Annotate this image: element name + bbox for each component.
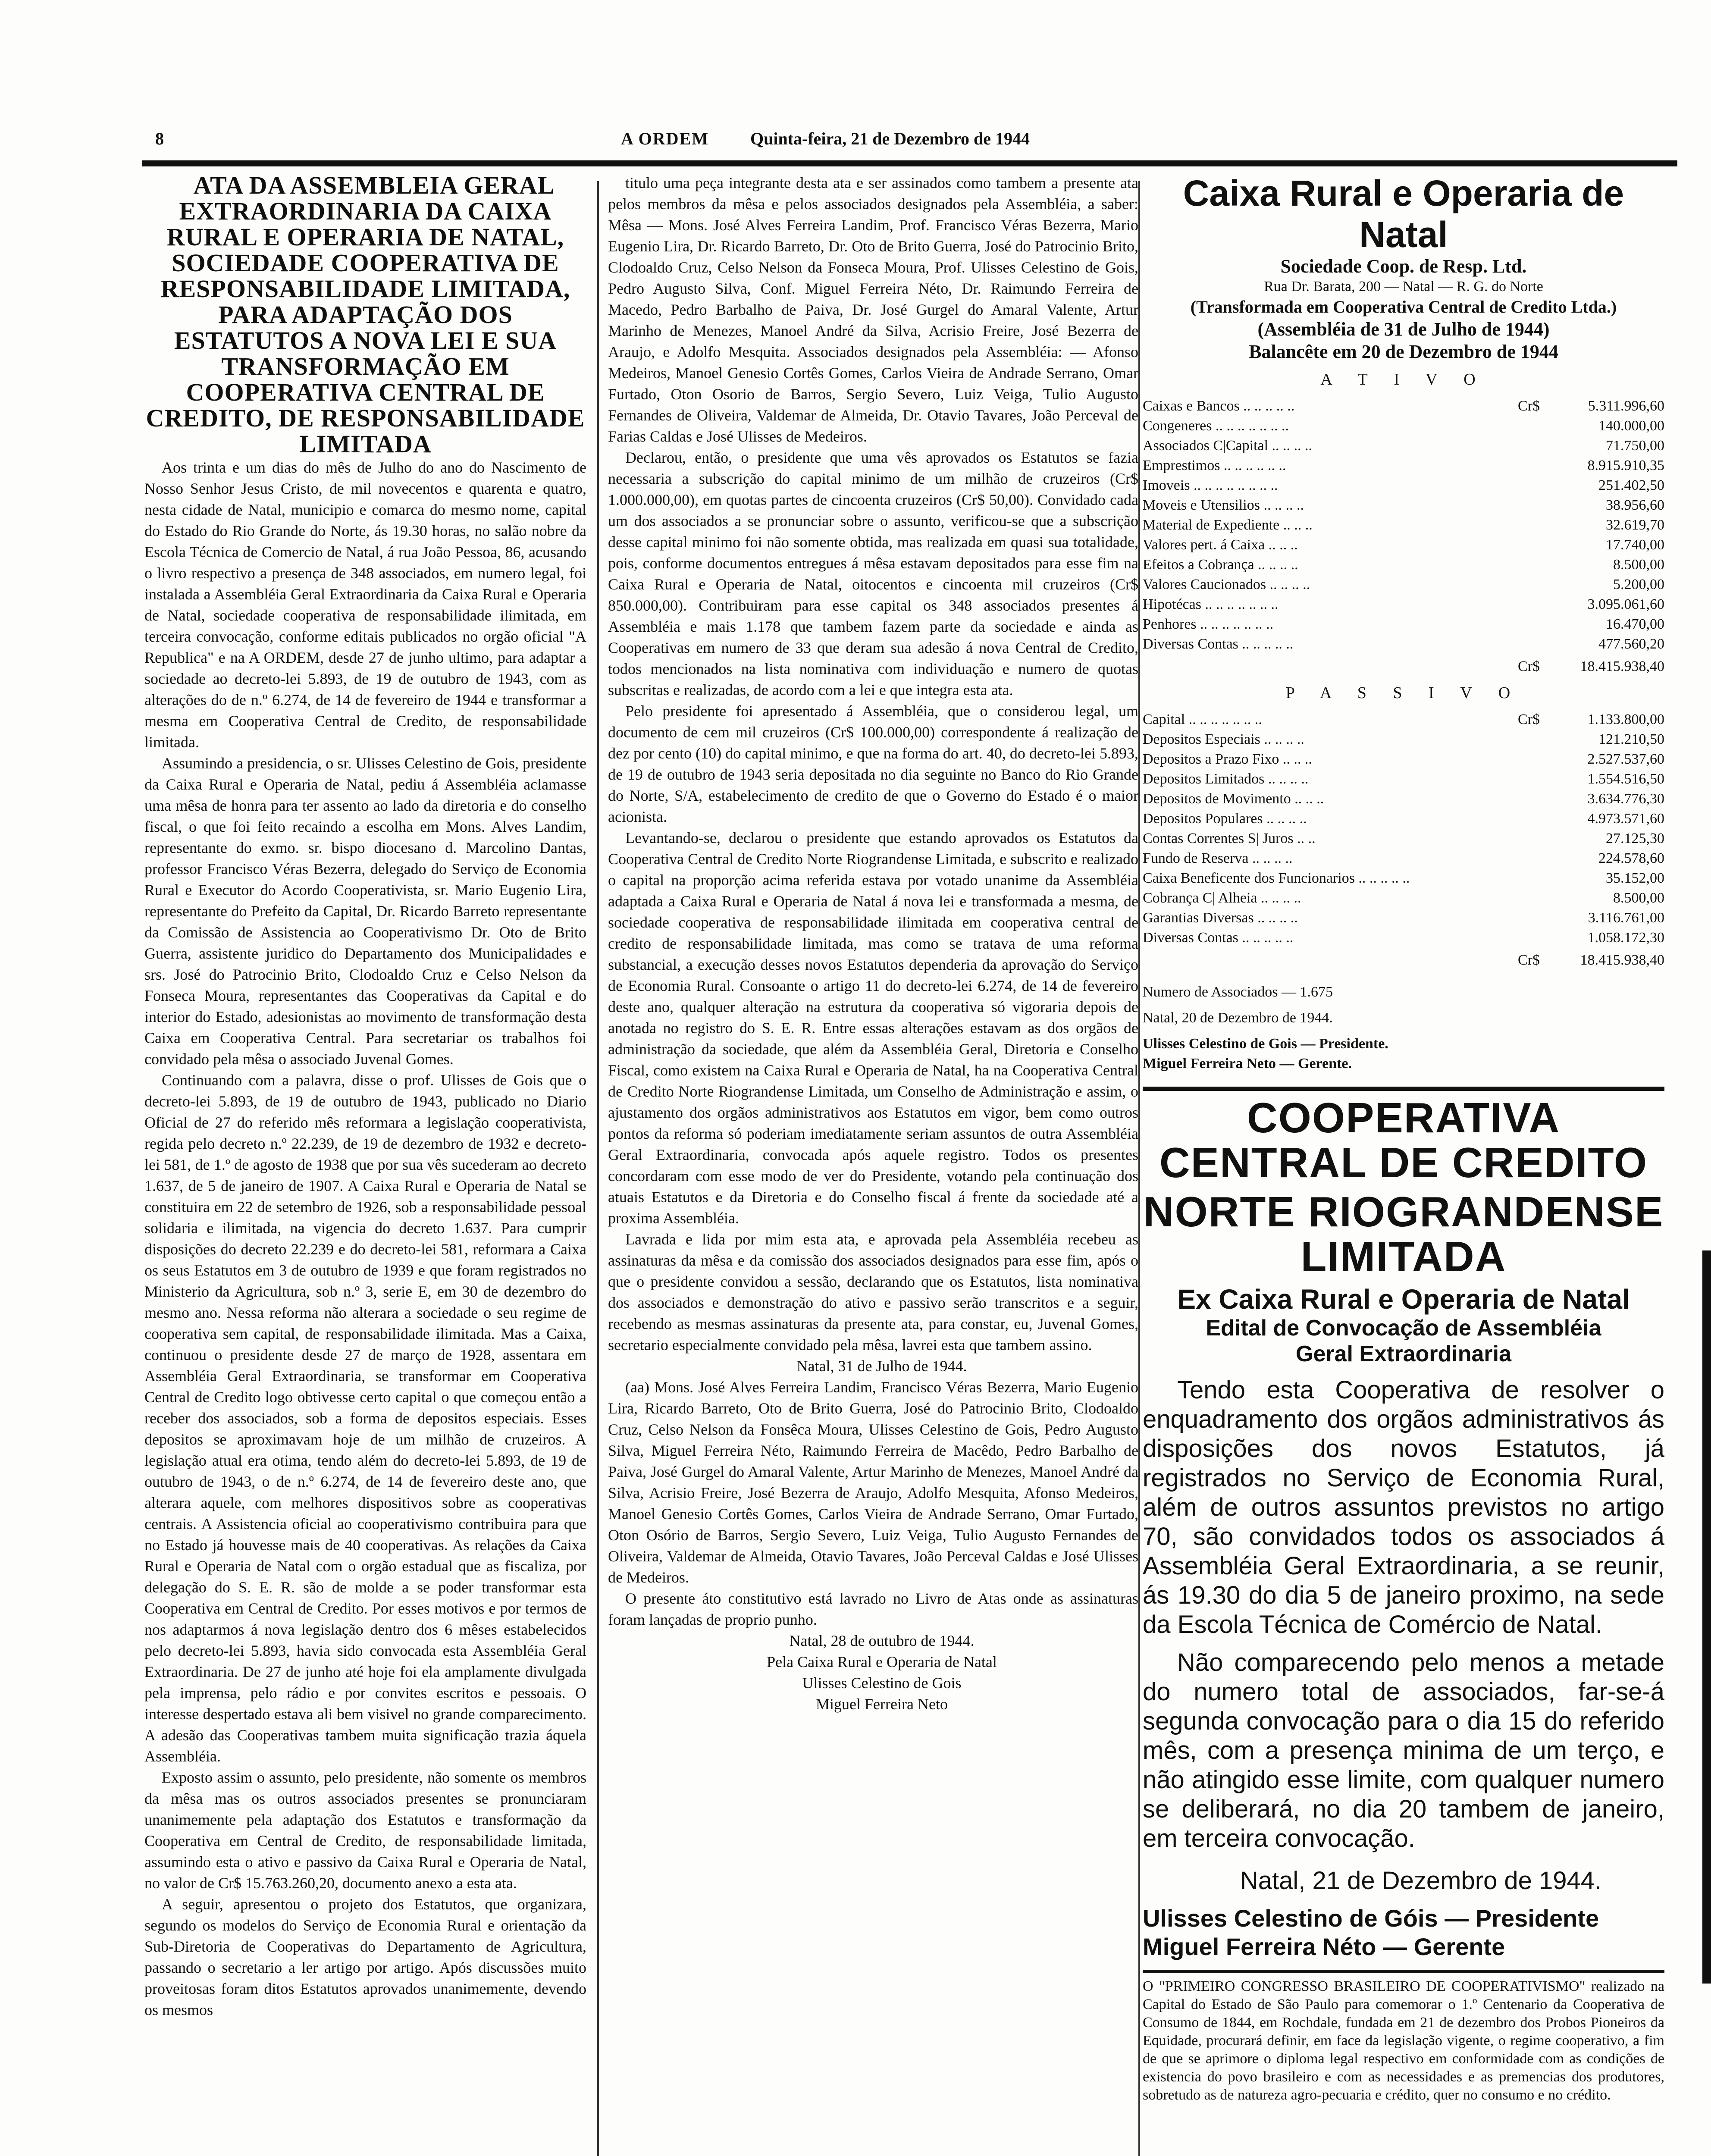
ativo-label: Efeitos a Cobrança .. .. .. .. (1143, 557, 1298, 573)
passivo-label: Depositos Limitados .. .. .. .. (1143, 771, 1309, 787)
congress-notice: O "PRIMEIRO CONGRESSO BRASILEIRO DE COOPERATIVISMO" realizado na Capital do Estado de São Paulo para comemorar o 1.º Centenario da Cooperativa de Consumo de 1844, em Rochdale, fundada em 21 de dezembro dos Probos Pioneiros da Equidade, procurará definir, em face da legislação vigente, o regime cooperativo, a fim de que se aprimore o diploma legal respectivo em conformidade com as condições de existencia do povo brasileiro e com as necessidades e as premencias dos produtores, sobretudo as de natureza agro-pecuaria e crédito, quer no consumo e no crédito. (1143, 1970, 1664, 2104)
passivo-currency (1518, 908, 1557, 928)
balance-address: Rua Dr. Barata, 200 — Natal — R. G. do Norte (1264, 279, 1543, 295)
ativo-label: Emprestimos .. .. .. .. .. .. (1143, 458, 1286, 473)
header-rule (142, 160, 1677, 166)
ativo-label: Valores pert. á Caixa .. .. .. (1143, 537, 1298, 553)
passivo-label: Depositos de Movimento .. .. .. (1143, 791, 1324, 807)
ativo-currency (1518, 614, 1557, 634)
ativo-value: 16.470,00 (1606, 616, 1664, 632)
passivo-currency (1518, 868, 1557, 888)
passivo-value: 224.578,60 (1598, 850, 1664, 866)
ativo-currency (1518, 476, 1557, 495)
ativo-currency (1518, 595, 1557, 614)
passivo-value: 121.210,50 (1598, 731, 1664, 747)
column-divider (1138, 181, 1140, 2156)
column-balance-and-notice (1143, 172, 1664, 2156)
ata-paragraph: O presente áto constitutivo está lavrado no Livro de Atas onde as assinaturas foram lançadas de proprio punho. (608, 1590, 1138, 1628)
ata-paragraph: titulo uma peça integrante desta ata e ser assinados como tambem a presente ata pelos membros da mêsa e pelos associados designados pela Assembléia, a saber: Mêsa — Mons. José Alves Ferreira Landim, Prof. Francisco Véras Bezerra, Mario Eugenio Lira, Dr. Ricardo Barreto, Dr. Oto de Brito Guerra, José do Patrocinio Brito, Clodoaldo Cruz, Celso Nelson da Fonseca Moura, Prof. Ulisses Celestino de Gois, Pedro Augusto Silva, Conf. Miguel Ferreira Néto, Dr. Raimundo Ferreira de Macedo, Pedro Barbalho de Paiva, Dr. José Gurgel do Amaral Valente, Artur Marinho de Menezes, Manoel André da Silva, Acrisio Freire, José Bezerra de Araujo, e Adolfo Mesquita. Associados designados pela Assembléia: — Afonso Medeiros, Manoel Genesio Cortês Gomes, Carlos Vieira de Andrade Serrano, Omar Furtado, Oton Osorio de Barros, Sergio Severo, Luiz Veiga, Tulio Augusto Fernandes de Oliveira, Valdemar de Almeida, Dr. Otavio Tavares, João Perceval de Farias Caldas e José Ulisses de Medeiros. (608, 174, 1138, 445)
ata-paragraph: Pelo presidente foi apresentado á Assembléia, que o considerou legal, um documento de cem mil cruzeiros (Cr$ 100.000,00) correspondente á realização de dez por cento (10) do capital minimo, e que na forma do art. 40, do decreto-lei 5.893, de 19 de outubro de 1943 seria depositada no dia seguinte no Banco do Rio Grande do Norte, S/A, estabelecimento de credito de que o Governo do Estado é o maior acionista. (608, 702, 1138, 825)
passivo-value: 4.973.571,60 (1587, 811, 1664, 827)
ativo-currency (1518, 515, 1557, 535)
passivo-total-spacer (1143, 950, 1518, 970)
ativo-value: 32.619,70 (1606, 517, 1664, 533)
passivo-currency (1518, 928, 1557, 948)
ativo-value: 8.500,00 (1613, 557, 1664, 573)
passivo-heading: P A S S I V O (1285, 684, 1522, 702)
passivo-currency (1518, 749, 1557, 769)
ativo-value: 5.200,00 (1613, 577, 1664, 592)
ativo-row (1143, 515, 1664, 535)
column-ata-continued (608, 172, 1138, 2156)
passivo-value: 1.133.800,00 (1587, 711, 1664, 727)
ativo-total-spacer (1143, 657, 1518, 677)
ativo-row (1143, 476, 1664, 495)
ativo-currency (1518, 634, 1557, 654)
passivo-row (1143, 829, 1664, 849)
ativo-row (1143, 634, 1664, 654)
passivo-total-row (1143, 950, 1664, 970)
balance-org-subtitle: Sociedade Coop. de Resp. Ltd. (1280, 256, 1527, 277)
ativo-currency (1518, 535, 1557, 555)
balance-date: Natal, 20 de Dezembro de 1944. (1143, 1010, 1333, 1026)
coop-title: NORTE RIOGRANDENSE LIMITADA (1143, 1188, 1664, 1280)
passivo-row (1143, 928, 1664, 948)
ativo-row (1143, 396, 1664, 416)
closing-org: Pela Caixa Rural e Operaria de Natal (767, 1653, 997, 1670)
page-number: 8 (155, 129, 164, 148)
passivo-value: 1.058.172,30 (1587, 930, 1664, 946)
passivo-row (1143, 769, 1664, 789)
edge-mark (1702, 1250, 1711, 1984)
ativo-label: Associados C|Capital .. .. .. .. (1143, 438, 1313, 454)
balance-signature: Ulisses Celestino de Gois — Presidente. (1143, 1036, 1388, 1052)
passivo-label: Depositos a Prazo Fixo .. .. .. (1143, 751, 1312, 767)
ativo-row (1143, 535, 1664, 555)
passivo-value: 2.527.537,60 (1587, 751, 1664, 767)
passivo-row (1143, 809, 1664, 829)
ata-paragraph: Assumindo a presidencia, o sr. Ulisses Celestino de Gois, presidente da Caixa Rural e Operaria de Natal, pediu á Assembléia aclamasse uma mêsa de honra para ter assento ao lado da diretoria e do conselho fiscal, o que foi feito recaindo a escolha em Mons. Alves Landim, representante do exmo. sr. bispo diocesano d. Marcolino Dantas, professor Francisco Véras Bezerra, delegado do Serviço de Economia Rural e Executor do Acordo Cooperativista, sr. Mario Eugenio Lira, representante do Prefeito da Capital, Dr. Ricardo Barreto representante da Comissão de Assistencia ao Cooperativismo Dr. Oto de Brito Guerra, assistente juridico do Departamento dos Municipalidades e srs. José do Patrocinio Brito, Clodoaldo Cruz e Celso Nelson da Fonseca Moura, representantes das Cooperativas da Capital e do interior do Estado, adesionistas ao movimento de transformação desta Caixa em Cooperativa Central. Para secretariar os trabalhos foi convidado pela mêsa o associado Juvenal Gomes. (144, 755, 586, 1068)
ativo-heading: A T I V O (1320, 370, 1487, 389)
closing-signature: Miguel Ferreira Neto (816, 1695, 948, 1713)
ativo-row (1143, 495, 1664, 515)
coop-body (1143, 1376, 1664, 1896)
ativo-value: 17.740,00 (1606, 537, 1664, 553)
passivo-currency (1518, 809, 1557, 829)
passivo-row (1143, 789, 1664, 809)
ata-paragraph: Exposto assim o assunto, pelo presidente, não somente os membros da mêsa mas os outros associados presentes se pronunciaram unanimemente pela adaptação dos Estatutos e transformação da Cooperativa em Central de Credito, de responsabilidade limitada, assumindo esta o ativo e passivo da Caixa Rural e Operaria de Natal, no valor de Cr$ 15.763.260,20, documento anexo a esta ata. (144, 1769, 586, 1892)
closing-date: Natal, 28 de outubro de 1944. (789, 1632, 975, 1649)
passivo-currency (1518, 789, 1557, 809)
coop-signature: Miguel Ferreira Néto — Gerente (1143, 1933, 1505, 1960)
ativo-currency (1518, 495, 1557, 515)
passivo-total-currency: Cr$ (1518, 952, 1540, 968)
ata-paragraph: Continuando com a palavra, disse o prof. Ulisses de Gois que o decreto-lei 5.893, de 19 de outubro de 1943, publicado no Diario Oficial de 27 do referido mês reformara a legislação cooperativista, regida pelo decreto n.º 22.239, de 19 de dezembro de 1932 e decreto-lei 581, de 1.º de agosto de 1938 que por sua vês sucederam ao decreto 1.637, de 5 de janeiro de 1907. A Caixa Rural e Operaria de Natal se constituira em 22 de setembro de 1926, sob a responsabilidade pessoal solidaria e ilimitada, na vigencia do decreto 1.637. Para cumprir disposições do decreto 22.239 e do decreto-lei 581, reformara a Caixa os seus Estatutos em 3 de outubro de 1939 e que foram registrados no Ministerio da Agricultura, sob n.º 3, serie E, em 30 de dezembro do mesmo ano. Nessa reforma não alterara a sociedade o seu regime de cooperativa sem capital, de responsabilidade ilimitada. Mas a Caixa, continuou o presidente desde 27 de março de 1928, assentara em Assembléia Geral Extraordinaria, se transformar em Cooperativa Central de Credito logo obtivesse certo capital o que começou então a receber dos associados, sob a forma de depositos especiais. Esses depositos se aproximavam hoje de um milhão de cruzeiros. A legislação atual era otima, tendo além do decreto-lei 5.893, de 19 de outubro de 1943, o de n.º 6.274, de 14 de fevereiro deste ano, que alterara aquele, com melhores dispositivos sobre as cooperativas centrais. A Assistencia oficial ao cooperativismo contribuira para que no Estado já houvesse mais de 40 cooperativas. As relações da Caixa Rural e Operaria de Natal com o orgão estadual que as fiscaliza, por delegação do S. E. R. são de molde a se poder transformar esta Cooperativa em Central de Credito. Por esses motivos e por termos de nos adaptarmos á nova legislação dentro dos 6 mêses estabelecidos pelo decreto-lei 5.893, havia sido convocada esta Assembléia Geral Extraordinaria. De 27 de junho até hoje foi ela amplamente divulgada pela imprensa, pelo rádio e por convites escritos e pessoais. O interesse despertado estava ali bem visivel no grande comparecimento. A adesão das Cooperativas tambem muita significação trazia áquela Assembléia. (144, 1072, 586, 1765)
passivo-value: 8.500,00 (1613, 890, 1664, 906)
balance-note: (Assembléia de 31 de Julho de 1944) (1257, 319, 1550, 340)
ativo-label: Diversas Contas .. .. .. .. .. (1143, 636, 1294, 652)
ata-paragraph: Levantando-se, declarou o presidente que estando aprovados os Estatutos da Cooperativa Central de Credito Norte Riograndense Limitada, e subscrito e realizado o capital na proporção acima referida estava por votado unanime da Assembléia adaptada a Caixa Rural e Operaria de Natal á nova lei e transformada a mesma, de sociedade cooperativa de responsabilidade ilimitada em cooperativa central de credito de responsabilidade limitada, mas como se tratava de uma reforma substancial, a execução desses novos Estatutos dependeria da aprovação do Serviço de Economia Rural. Consoante o artigo 11 do decreto-lei 6.274, de 14 de fevereiro deste ano, qualquer alteração na estrutura da cooperativa só vigoraria depois de anotada no registro do S. E. R. Entre essas alterações estavam as dos orgãos de administração da sociedade, que além da Assembléia Geral, Diretoria e Conselho Fiscal, como existem na Caixa Rural e Operaria de Natal, ha na Cooperativa Central de Credito Norte Riograndense Limitada, um Conselho de Administração e assim, o ajustamento dos orgãos administrativos aos Estatutos em vigor, bem como outros pontos da reforma só poderiam imediatamente seriam assuntos de outra Assembléia Geral Extraordinaria, convocada após aquele registro. Todos os presentes concordaram com esse modo de ver do Presidente, votando pela continuação dos atuais Estatutos e da Diretoria e do Conselho fiscal á frente da sociedade até a proxima Assembléia. (608, 829, 1138, 1227)
ata-paragraph: Lavrada e lida por mim esta ata, e aprovada pela Assembléia recebeu as assinaturas da mêsa e da comissão dos associados designados para esse fim, após o que o presidente convidou a sessão, declarando que os Estatutos, lista nominativa dos associados e demonstração do ativo e passivo serão transcritos e a seguir, recebendo as mesmas assinaturas da presente ata, para constar, eu, Juvenal Gomes, secretario especialmente convidado pela mêsa, lavrei esta que tambem assino. (608, 1231, 1138, 1354)
balance-title: Balancête em 20 de Dezembro de 1944 (1249, 341, 1558, 362)
assoc-count: Numero de Associados — 1.675 (1143, 984, 1333, 1000)
coop-paragraph: Tendo esta Cooperativa de resolver o enquadramento dos orgãos administrativos ás disposições dos novos Estatutos, já registrados no Serviço de Economia Rural, além de outros assuntos previstos no artigo 70, são convidados todos os associados á Assembléia Geral Extraordinaria, a se reunir, ás 19.30 do dia 5 de janeiro proximo, na sede da Escola Técnica de Comércio de Natal. (1143, 1376, 1664, 1639)
passivo-row (1143, 908, 1664, 928)
page-date: Quinta-feira, 21 de Dezembro de 1944 (750, 129, 1030, 148)
ativo-currency (1518, 436, 1557, 456)
ativo-table (1143, 396, 1664, 654)
ativo-value: 477.560,20 (1598, 636, 1664, 652)
coop-edital-title: Geral Extraordinaria (1296, 1341, 1511, 1366)
newspaper-name: A ORDEM (621, 129, 709, 148)
ativo-label: Valores Caucionados .. .. .. .. (1143, 577, 1310, 592)
passivo-row (1143, 868, 1664, 888)
ativo-row (1143, 575, 1664, 595)
passivo-row (1143, 888, 1664, 908)
ativo-label: Caixas e Bancos .. .. .. .. .. (1143, 398, 1295, 414)
ativo-row (1143, 614, 1664, 634)
passivo-label: Depositos Especiais .. .. .. .. (1143, 731, 1304, 747)
passivo-currency (1518, 849, 1557, 868)
ata-paragraph: Aos trinta e um dias do mês de Julho do ano do Nascimento de Nosso Senhor Jesus Cristo, de mil novecentos e quarenta e quatro, nesta cidade de Natal, municipio e comarca do mesmo nome, capital do Estado do Rio Grande do Norte, ás 19.30 horas, no salão nobre da Escola Técnica de Comercio de Natal, á rua João Pessoa, 86, acusando o livro respectivo a presença de 348 associados, em numero legal, foi instalada a Assembléia Geral Extraordinaria da Caixa Rural e Operaria de Natal, sociedade cooperativa de responsabilidade ilimitada, em terceira convocação, conforme editais publicados no orgão oficial "A Republica" e na A ORDEM, desde 27 de junho ultimo, para adaptar a sociedade ao decreto-lei 5.893, de 19 de outubro de 1943, com as alterações do de n.º 6.274, de 14 de fevereiro de 1944 e transformar a mesma em Cooperativa Central de Credito, de responsabilidade limitada. (144, 459, 586, 751)
ativo-currency: Cr$ (1518, 398, 1540, 414)
ativo-currency (1518, 575, 1557, 595)
ata-paragraph: Declarou, então, o presidente que uma vês aprovados os Estatutos se fazia necessaria a subscrição do capital minimo de um milhão de cruzeiros (Cr$ 1.000.000,00), em quotas partes de cincoenta cruzeiros (Cr$ 50,00). Convidado cada um dos associados a se pronunciar sobre o assunto, verificou-se que a subscrição desse capital minimo foi não somente obtida, mas realizada em quasi sua totalidade, pois, conforme documentos entregues á mêsa estavam depositados para esse fim na Caixa Rural e Operaria de Natal, oitocentos e cincoenta mil cruzeiros (Cr$ 850.000,00). Contribuiram para esse capital os 348 associados presentes á Assembléia e mais 1.178 que tambem fazem parte da sociedade e ainda as Cooperativas em numero de 33 que deram sua adesão á nova Central de Credito, todos mencionados na lista nominativa com individuação e numero de quotas subscritas e realizadas, de acordo com a lei e que integra esta ata. (608, 449, 1138, 699)
passivo-currency: Cr$ (1518, 711, 1540, 727)
page-header (65, 125, 1646, 155)
coop-signature: Ulisses Celestino de Góis — Presidente (1143, 1905, 1599, 1932)
ativo-total-value: 18.415.938,40 (1580, 658, 1664, 674)
ativo-label: Material de Expediente .. .. .. (1143, 517, 1313, 533)
passivo-label: Diversas Contas .. .. .. .. .. (1143, 930, 1294, 946)
ativo-label: Congeneres .. .. .. .. .. .. .. (1143, 418, 1289, 434)
ativo-value: 38.956,60 (1606, 497, 1664, 513)
ativo-label: Imoveis .. .. .. .. .. .. .. .. (1143, 477, 1278, 493)
coop-title: COOPERATIVA CENTRAL DE CREDITO (1159, 1094, 1648, 1186)
column-ata (144, 172, 586, 2156)
ativo-value: 3.095.061,60 (1587, 596, 1664, 612)
ativo-total-currency: Cr$ (1518, 658, 1540, 674)
ativo-row (1143, 555, 1664, 575)
ata-paragraph: A seguir, apresentou o projeto dos Estatutos, que organizara, segundo os modelos do Serviço de Economia Rural e orientação da Sub-Diretoria de Cooperativas do Departamento de Agricultura, passando o secretario a ler artigo por artigo. Após discussões muito proveitosas foram ditos Estatutos aprovados unanimemente, devendo os mesmos (144, 1896, 586, 2018)
passivo-label: Garantias Diversas .. .. .. .. (1143, 910, 1298, 926)
passivo-row (1143, 749, 1664, 769)
passivo-label: Contas Correntes S| Juros .. .. (1143, 830, 1316, 846)
passivo-row (1143, 730, 1664, 749)
ativo-value: 71.750,00 (1606, 438, 1664, 454)
passivo-label: Capital .. .. .. .. .. .. .. (1143, 711, 1262, 727)
passivo-label: Cobrança C| Alheia .. .. .. .. (1143, 890, 1301, 906)
ata-headline: ATA DA ASSEMBLEIA GERAL EXTRAORDINARIA DA CAIXA RURAL E OPERARIA DE NATAL, SOCIEDADE COOPERATIVA DE RESPONSABILIDADE LIMITADA, PARA ADAPTAÇÃO DOS ESTATUTOS A NOVA LEI E SUA TRANSFORMAÇÃO EM COOPERATIVA CENTRAL DE CREDITO, DE RESPONSABILIDADE LIMITADA (146, 172, 585, 458)
ativo-label: Moveis e Utensilios .. .. .. .. (1143, 497, 1304, 513)
ativo-label: Penhores .. .. .. .. .. .. .. (1143, 616, 1274, 632)
ativo-total-row (1143, 657, 1664, 677)
coop-paragraph: Não comparecendo pelo menos a metade do numero total de associados, far-se-á segunda convocação para o dia 15 do referido mês, com a presença minima de um terço, e não atingido esse limite, com qualquer numero se deliberará, no dia 20 tambem de janeiro, em terceira convocação. (1143, 1648, 1664, 1852)
ativo-row (1143, 595, 1664, 614)
passivo-label: Depositos Populares .. .. .. .. (1143, 811, 1307, 827)
passivo-label: Fundo de Reserva .. .. .. .. (1143, 850, 1293, 866)
ativo-label: Hipotécas .. .. .. .. .. .. .. (1143, 596, 1279, 612)
column-divider (597, 181, 599, 2156)
coop-date: Natal, 21 de Dezembro de 1944. (1240, 1867, 1602, 1895)
passivo-row (1143, 710, 1664, 730)
passivo-value: 35.152,00 (1606, 870, 1664, 886)
ativo-currency (1518, 555, 1557, 575)
closing-signature: Ulisses Celestino de Gois (802, 1674, 962, 1692)
ativo-row (1143, 456, 1664, 476)
ata-date: Natal, 31 de Julho de 1944. (796, 1357, 967, 1375)
ativo-currency (1518, 456, 1557, 476)
ativo-value: 5.311.996,60 (1588, 398, 1664, 414)
ativo-currency (1518, 416, 1557, 436)
ativo-row (1143, 416, 1664, 436)
passivo-label: Caixa Beneficente dos Funcionarios .. .. .. .. .. (1143, 870, 1410, 886)
passivo-value: 27.125,30 (1606, 830, 1664, 846)
balance-org-title: Caixa Rural e Operaria de Natal (1183, 173, 1624, 255)
balance-signature: Miguel Ferreira Neto — Gerente. (1143, 1056, 1352, 1072)
passivo-table (1143, 710, 1664, 948)
ativo-value: 140.000,00 (1598, 418, 1664, 434)
passivo-value: 3.634.776,30 (1587, 791, 1664, 807)
ativo-value: 251.402,50 (1598, 477, 1664, 493)
passivo-row (1143, 849, 1664, 868)
passivo-currency (1518, 730, 1557, 749)
passivo-currency (1518, 829, 1557, 849)
coop-edital-title: Edital de Convocação de Assembléia (1206, 1316, 1601, 1341)
section-rule (1143, 1087, 1664, 1091)
passivo-total-value: 18.415.938,40 (1580, 952, 1664, 968)
ativo-row (1143, 436, 1664, 456)
passivo-value: 3.116.761,00 (1588, 910, 1664, 926)
passivo-value: 1.554.516,50 (1587, 771, 1664, 787)
passivo-currency (1518, 769, 1557, 789)
balance-note: (Transformada em Cooperativa Central de Credito Ltda.) (1190, 297, 1617, 317)
ativo-value: 8.915.910,35 (1587, 458, 1664, 473)
passivo-currency (1518, 888, 1557, 908)
coop-subtitle: Ex Caixa Rural e Operaria de Natal (1177, 1284, 1630, 1315)
ata-signatures: (aa) Mons. José Alves Ferreira Landim, Francisco Véras Bezerra, Mario Eugenio Lira, Ricardo Barreto, Oto de Brito Guerra, José do Patrocinio Brito, Clodoaldo Cruz, Celso Nelson da Fonsêca Moura, Ulisses Celestino de Gois, Pedro Augusto Silva, Miguel Ferreira Néto, Raimundo Ferreira de Macêdo, Pedro Barbalho de Paiva, José Gurgel do Amaral Valente, Artur Marinho de Menezes, Manoel André da Silva, Acrisio Freire, José Bezerra de Araujo, Adolfo Mesquita, Afonso Medeiros, Manoel Genesio Cortês Gomes, Carlos Vieira de Andrade Serrano, Omar Furtado, Oton Osório de Barros, Sergio Severo, Luiz Veiga, Tulio Augusto Fernandes de Oliveira, Valdemar de Almeida, Otavio Tavares, João Perceval Caldas e José Ulisses de Medeiros. (608, 1379, 1138, 1586)
